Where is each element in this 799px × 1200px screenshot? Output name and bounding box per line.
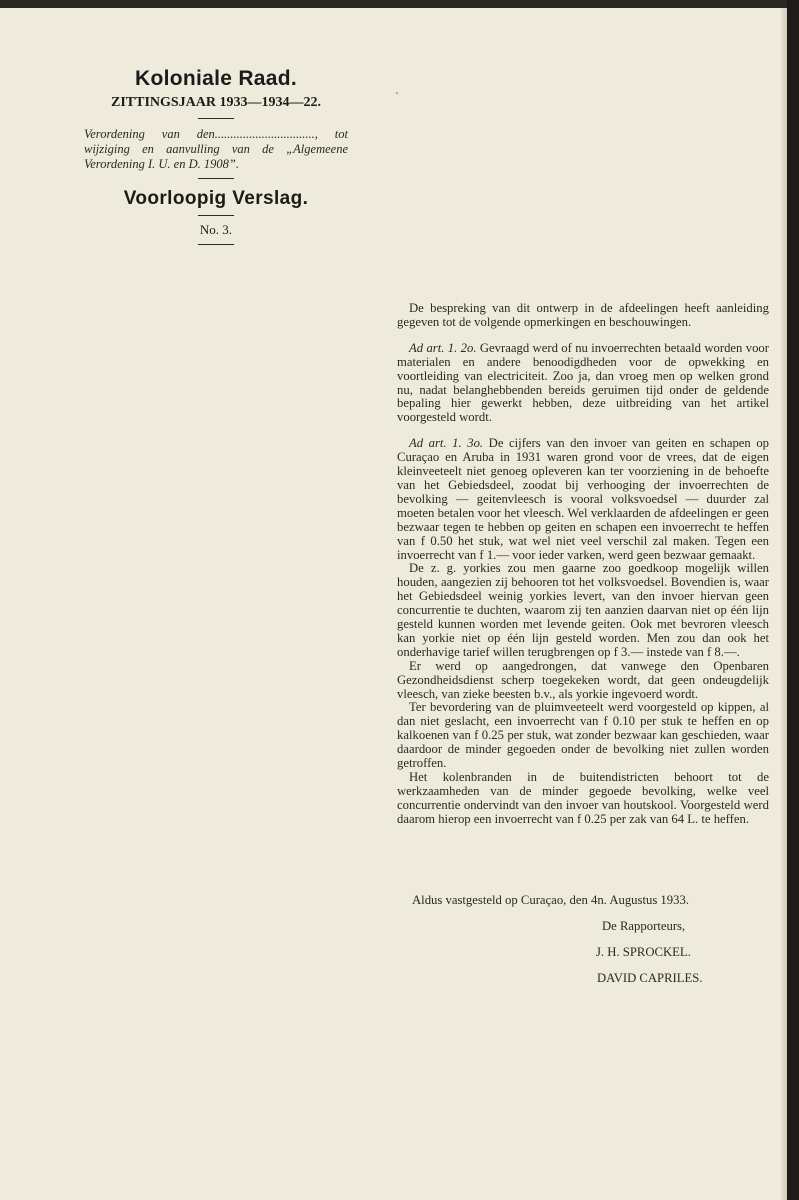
- scan-border: [787, 0, 799, 1200]
- intro-paragraph: De bespreking van dit ontwerp in de afdeelingen heeft aanleiding gegeven tot de volgende opmerkingen en beschouwingen.: [397, 301, 769, 329]
- report-title: Voorloopig Verslag.: [123, 188, 309, 209]
- section-text: Gevraagd werd of nu invoerrechten betaald worden voor materialen en andere benoodigdheden voor de opwekking en voortleiding van electriciteit. Zoo ja, dan vroeg men op welken grond nu, nadat belanghebbenden bereids geruimen tijd onder de geldende bepaling hier gewerkt hebben, deze uitbreiding van het artikel voorgesteld wordt.: [397, 340, 769, 425]
- paragraph-yorkies: De z. g. yorkies zou men gaarne zoo goedkoop mogelijk willen houden, aangezien zij behooren tot het volksvoedsel. Bovendien is, waar het Gebiedsdeel weinig yorkies levert, van den invoer hiervan geen concurrentie te duchten, waarom zij ten aanzien daarvan niet op één lijn gesteld kunnen worden met levende geiten. Ook met bevroren vleesch kan yorkie niet op één lijn gesteld worden. Men zou dan ook het onderhavige tarief willen terugbrengen op f 3.— instede van f 8.—.: [397, 561, 769, 659]
- place-date-line: Aldus vastgesteld op Curaçao, den 4n. Augustus 1933.: [412, 893, 689, 907]
- council-title: Koloniale Raad.: [134, 67, 298, 90]
- divider: [198, 178, 234, 179]
- speck: [396, 92, 398, 94]
- divider: [198, 244, 234, 245]
- article-reference: Ad art. 1. 3o.: [409, 436, 484, 451]
- section-art-1-3: [397, 437, 769, 562]
- ordinance-description: Verordening van den................................, tot wijziging en aanvulling van de „Algemeene Verordening I. U. en D. 1908”.: [84, 127, 348, 171]
- paragraph-health-service: Er werd op aangedrongen, dat vanwege den Openbaren Gezondheidsdienst scherp toegekeken wordt, dat geen ondeugdelijk vleesch, van zieke beesten b.v., als yorkie ingevoerd wordt.: [397, 658, 769, 701]
- session-year: ZITTINGSJAAR 1933—1934—22.: [110, 95, 322, 110]
- report-number: No. 3.: [199, 222, 233, 237]
- article-reference: Ad art. 1. 2o.: [409, 340, 477, 355]
- divider: [198, 118, 234, 119]
- section-text: De cijfers van den invoer van geiten en schapen op Curaçao en Aruba in 1931 waren grond voor de vrees, dat de eigen kleinveeteelt niet genoeg opleveren kan ter voorziening in de behoefte van het Gebiedsdeel, zoodat bij verhooging der invoerrechten de bevolking — geitenvleesch is vooral volksvoedsel — duurder zal moeten betalen voor het vleesch. Wel verklaarden de afdeelingen er geen bezwaar tegen te hebben op geiten en schapen een invoerrecht te heffen van f 0.50 het stuk, wat wel niet veel verschil zal maken. Tegen een invoerrecht van f 1.— voor ieder varken, werd geen bezwaar gemaakt.: [397, 436, 770, 562]
- document-header: [82, 66, 350, 253]
- signatory-name: J. H. SPROCKEL.: [596, 945, 691, 959]
- paragraph-charcoal: Het kolenbranden in de buitendistricten behoort tot de werkzaamheden van de minder gegoede bevolking, welke veel concurrentie ondervindt van den invoer van houtskool. Voorgesteld werd daarom hierop een invoerrecht van f 0.25 per zak van 64 L. te heffen.: [397, 770, 769, 826]
- paragraph-poultry: Ter bevordering van de pluimveeteelt werd voorgesteld op kippen, al dan niet geslacht, een invoerrecht van f 0.10 per stuk te heffen en op kalkoenen van f 0.25 per stuk, wat zonder bezwaar kan geschieden, waar daardoor de minder gegoeden onder de bevolking niet zullen worden getroffen.: [397, 700, 769, 771]
- rapporteurs-label: De Rapporteurs,: [602, 919, 686, 933]
- section-art-1-2: [397, 342, 769, 425]
- divider: [198, 215, 234, 216]
- report-body: [397, 302, 769, 827]
- signatory-name: DAVID CAPRILES.: [597, 971, 703, 985]
